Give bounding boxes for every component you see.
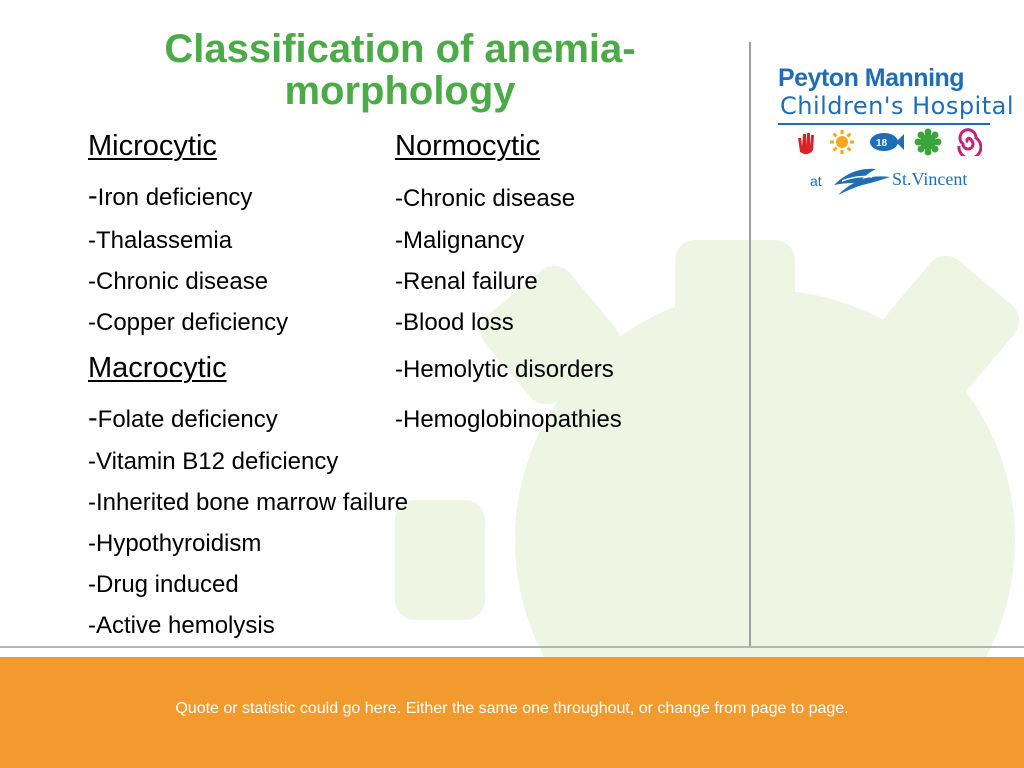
list-item-microcytic-1: -Thalassemia: [88, 227, 233, 254]
list-item-normocytic-3: -Blood loss: [395, 309, 514, 336]
fish-icon: [870, 133, 904, 151]
bird-icon: [832, 163, 892, 197]
heading-normocytic: Normocytic: [395, 130, 541, 162]
logo-rule: [778, 123, 990, 125]
list-item-microcytic-2: -Chronic disease: [88, 268, 269, 295]
list-item-microcytic-3: -Copper deficiency: [88, 309, 289, 336]
bullet-dash: -: [88, 402, 98, 434]
hand-icon: [798, 133, 814, 154]
slide-title: Classification of anemia-morphology: [164, 27, 636, 113]
footer-quote: Quote or statistic could go here. Either the same one throughout, or change from page to page.: [175, 700, 849, 717]
svg-text:18: 18: [876, 138, 888, 149]
list-item-normocytic-5: -Hemoglobinopathies: [395, 406, 622, 433]
spiral-icon: [959, 130, 981, 156]
list-item-macrocytic-0: -Folate deficiency: [88, 402, 278, 434]
heading-microcytic: Microcytic: [88, 130, 217, 162]
list-item-normocytic-0: -Chronic disease: [395, 185, 576, 212]
gear-background-icon: [395, 240, 1024, 660]
heading-macrocytic: Macrocytic: [88, 352, 227, 384]
logo-icons: [792, 126, 982, 156]
list-item-normocytic-1: -Malignancy: [395, 227, 525, 254]
logo-at: at: [810, 173, 822, 189]
list-item-normocytic-2: -Renal failure: [395, 268, 538, 295]
list-item-macrocytic-1: -Vitamin B12 deficiency: [88, 448, 339, 475]
horizontal-divider: [0, 646, 1024, 648]
logo-partner: St.Vincent: [892, 169, 968, 189]
vertical-divider: [749, 42, 751, 647]
sun-icon: [830, 130, 854, 154]
hospital-logo: [770, 60, 1015, 210]
bullet-dash: -: [88, 180, 98, 212]
flower-icon: [915, 129, 942, 156]
list-item-macrocytic-3: -Hypothyroidism: [88, 530, 262, 557]
list-item-macrocytic-4: -Drug induced: [88, 571, 239, 598]
list-item-normocytic-4: -Hemolytic disorders: [395, 356, 614, 383]
logo-name-line1: Peyton Manning: [778, 64, 965, 92]
list-item-microcytic-0: -Iron deficiency: [88, 180, 253, 212]
list-item-macrocytic-5: -Active hemolysis: [88, 612, 275, 639]
logo-name-line2: Children's Hospital: [780, 92, 1015, 120]
list-item-macrocytic-2: -Inherited bone marrow failure: [88, 489, 409, 516]
